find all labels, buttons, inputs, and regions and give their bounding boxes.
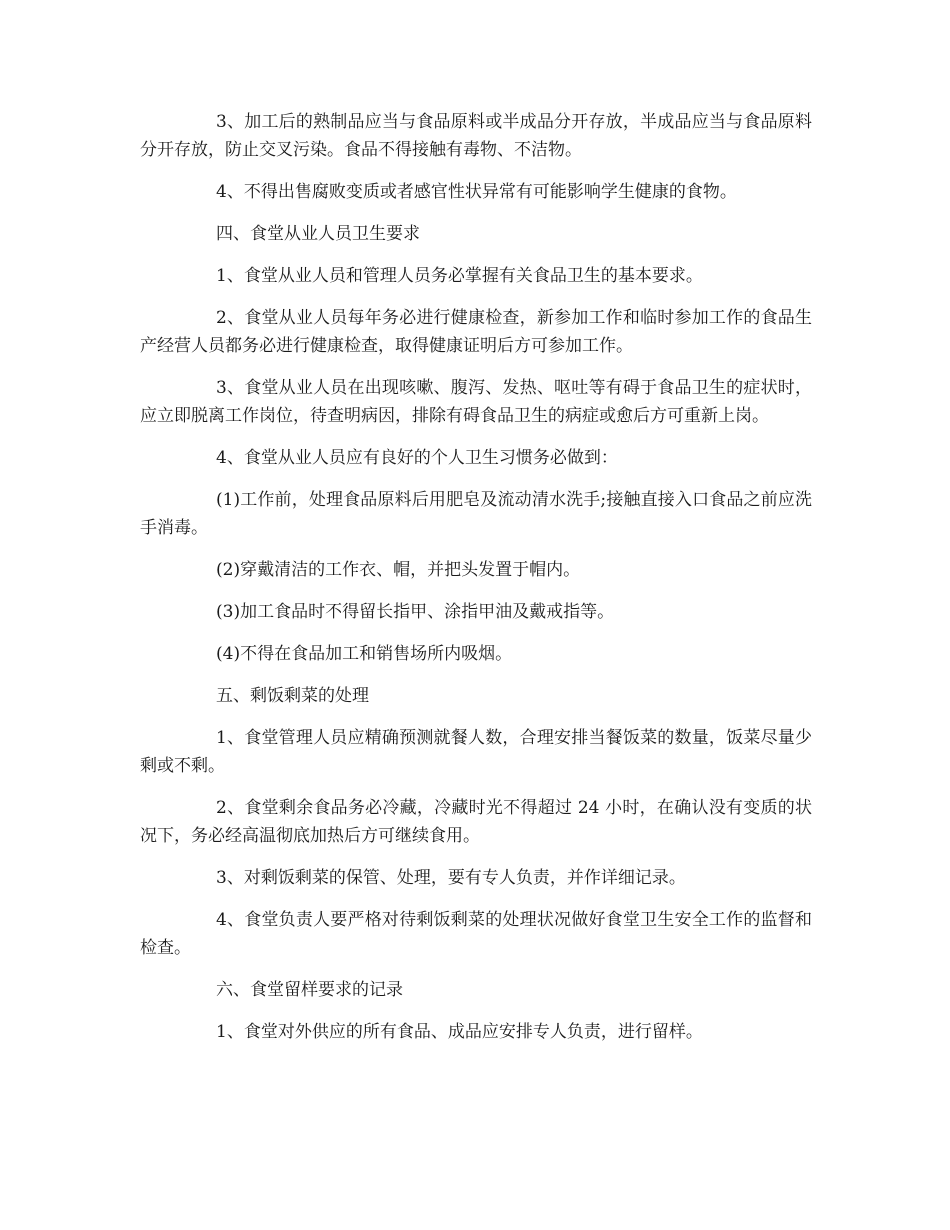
paragraph-refrigeration: 2、食堂剩余食品务必冷藏，冷藏时光不得超过 24 小时，在确认没有变质的状况下，务必经高温彻底加热后方可继续食用。 [140,798,812,846]
document-body [140,108,812,1060]
section-heading-staff-hygiene: 四、食堂从业人员卫生要求 [216,224,420,244]
list-item-no-smoking: (4)不得在食品加工和销售场所内吸烟。 [216,644,513,664]
paragraph-health-check: 2、食堂从业人员每年务必进行健康检查，新参加工作和临时参加工作的食品生产经营人员都务必进行健康检查，取得健康证明后方可参加工作。 [140,308,812,356]
paragraph-supervision: 4、食堂负责人要严格对待剩饭剩菜的处理状况做好食堂卫生安全工作的监督和检查。 [140,910,812,958]
paragraph-leftover-records: 3、对剩饭剩菜的保管、处理，要有专人负责，并作详细记录。 [216,868,686,888]
paragraph-predict-diners: 1、食堂管理人员应精确预测就餐人数，合理安排当餐饭菜的数量，饭菜尽量少剩或不剩。 [140,728,812,776]
paragraph-personal-hygiene: 4、食堂从业人员应有良好的个人卫生习惯务必做到： [216,448,618,468]
list-item-hand-washing: (1)工作前，处理食品原料后用肥皂及流动清水洗手;接触直接入口食品之前应洗手消毒。 [140,490,812,538]
paragraph-sample-retention: 1、食堂对外供应的所有食品、成品应安排专人负责，进行留样。 [216,1022,703,1042]
paragraph-staff-knowledge: 1、食堂从业人员和管理人员务必掌握有关食品卫生的基本要求。 [216,266,703,286]
section-heading-leftovers: 五、剩饭剩菜的处理 [216,686,369,706]
list-item-work-clothes: (2)穿戴清洁的工作衣、帽，并把头发置于帽内。 [216,560,581,580]
section-heading-sample-retention: 六、食堂留样要求的记录 [216,980,403,1000]
list-item-nails-rings: (3)加工食品时不得留长指甲、涂指甲油及戴戒指等。 [216,602,615,622]
paragraph-illness-leave: 3、食堂从业人员在出现咳嗽、腹泻、发热、呕吐等有碍于食品卫生的症状时，应立即脱离工作岗位，待查明病因，排除有碍食品卫生的病症或愈后方可重新上岗。 [140,378,812,426]
paragraph-storage-separation: 3、加工后的熟制品应当与食品原料或半成品分开存放，半成品应当与食品原料分开存放，防止交叉污染。食品不得接触有毒物、不洁物。 [140,112,812,160]
paragraph-no-spoiled-food: 4、不得出售腐败变质或者感官性状异常有可能影响学生健康的食物。 [216,182,737,202]
